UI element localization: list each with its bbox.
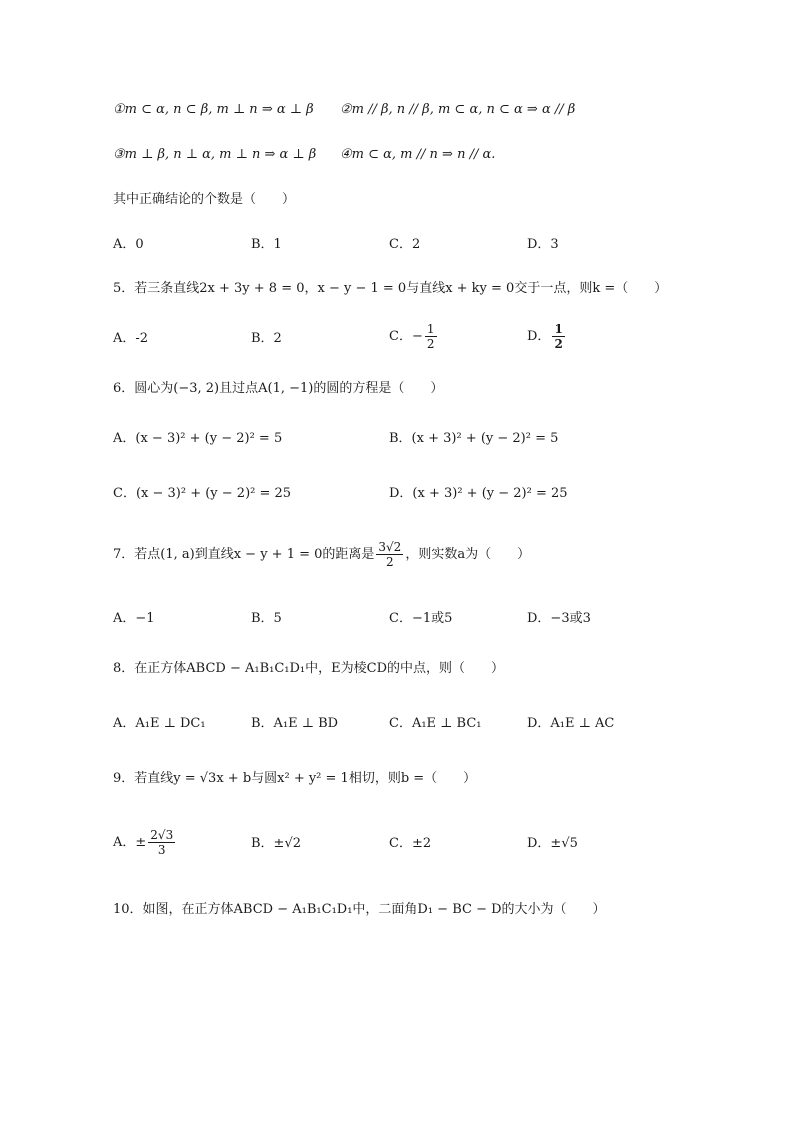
question-5-stem: 5．若三条直线2x + 3y + 8 = 0，x − y − 1 = 0与直线x + ky = 0交于一点，则k =（ ）	[113, 281, 668, 296]
q6-option-d: D．(x + 3)² + (y − 2)² = 25	[389, 486, 568, 501]
q6-option-b: B．(x + 3)² + (y − 2)² = 5	[389, 431, 559, 446]
q9-option-c: C．±2	[389, 836, 432, 851]
q6-option-c: C．(x − 3)² + (y − 2)² = 25	[113, 486, 292, 501]
q5-option-d	[527, 322, 567, 351]
q9-option-a	[113, 828, 177, 857]
fraction-numerator: 3√2	[378, 540, 402, 554]
q9-option-b: B．±√2	[251, 836, 302, 851]
q5-option-d-label: D．	[527, 329, 551, 344]
q5-option-c-sign: −	[411, 329, 423, 344]
q5-option-d-fraction	[552, 322, 564, 351]
q7-distance-fraction	[376, 540, 403, 569]
statement-1: ①m ⊂ α, n ⊂ β, m ⊥ n ⇒ α ⊥ β	[113, 102, 314, 117]
question-6-stem: 6．圆心为(−3, 2)且过点A(1, −1)的圆的方程是（ ）	[113, 381, 444, 396]
q4-option-b: B．1	[251, 237, 282, 252]
q5-option-c	[389, 322, 439, 351]
q8-option-d: D．A₁E ⊥ AC	[527, 716, 615, 731]
q7-stem-start: 7．若点(1, a)到直线x − y + 1 = 0的距离是	[113, 547, 375, 562]
q9-option-a-fraction	[148, 828, 175, 857]
statement-4: ④m ⊂ α, m // n ⇒ n // α.	[340, 147, 496, 162]
q5-option-c-label: C．	[389, 329, 412, 344]
q8-option-b: B．A₁E ⊥ BD	[251, 716, 339, 731]
q5-option-a: A．-2	[113, 331, 149, 346]
q5-option-c-fraction	[425, 322, 437, 351]
q9-option-a-label: A．±	[113, 835, 147, 850]
fraction-numerator: 1	[554, 322, 563, 336]
fraction-numerator: 2√3	[150, 828, 174, 842]
q6-option-a: A．(x − 3)² + (y − 2)² = 5	[113, 431, 283, 446]
q8-option-a: A．A₁E ⊥ DC₁	[113, 716, 206, 731]
q9-option-d: D．±√5	[527, 836, 578, 851]
question-10-stem: 10．如图，在正方体ABCD − A₁B₁C₁D₁中，二面角D₁ − BC − D的大小为（ ）	[113, 902, 606, 917]
q4-option-a: A．0	[113, 237, 144, 252]
question-8-stem: 8．在正方体ABCD − A₁B₁C₁D₁中，E为棱CD的中点，则（ ）	[113, 661, 504, 676]
q7-option-c: C．−1或5	[389, 611, 453, 626]
q7-option-d: D．−3或3	[527, 611, 591, 626]
question-7-stem	[113, 540, 530, 569]
q8-option-c: C．A₁E ⊥ BC₁	[389, 716, 482, 731]
question-4-stem: 其中正确结论的个数是（ ）	[113, 192, 296, 207]
statement-3: ③m ⊥ β, n ⊥ α, m ⊥ n ⇒ α ⊥ β	[113, 147, 317, 162]
fraction-numerator: 1	[426, 322, 435, 336]
fraction-denominator: 2	[426, 337, 435, 351]
question-9-stem: 9．若直线y = √3x + b与圆x² + y² = 1相切，则b =（ ）	[113, 771, 477, 786]
q4-option-d: D．3	[527, 237, 559, 252]
statement-2: ②m // β, n // β, m ⊂ α, n ⊂ α ⇒ α // β	[340, 102, 576, 117]
fraction-denominator: 2	[386, 555, 394, 569]
q7-option-a: A．−1	[113, 611, 155, 626]
q5-option-b: B．2	[251, 331, 282, 346]
q7-option-b: B．5	[251, 611, 282, 626]
q7-stem-end: ，则实数a为（ ）	[405, 547, 531, 562]
fraction-denominator: 2	[554, 337, 563, 351]
fraction-denominator: 3	[157, 843, 166, 857]
q4-option-c: C．2	[389, 237, 421, 252]
